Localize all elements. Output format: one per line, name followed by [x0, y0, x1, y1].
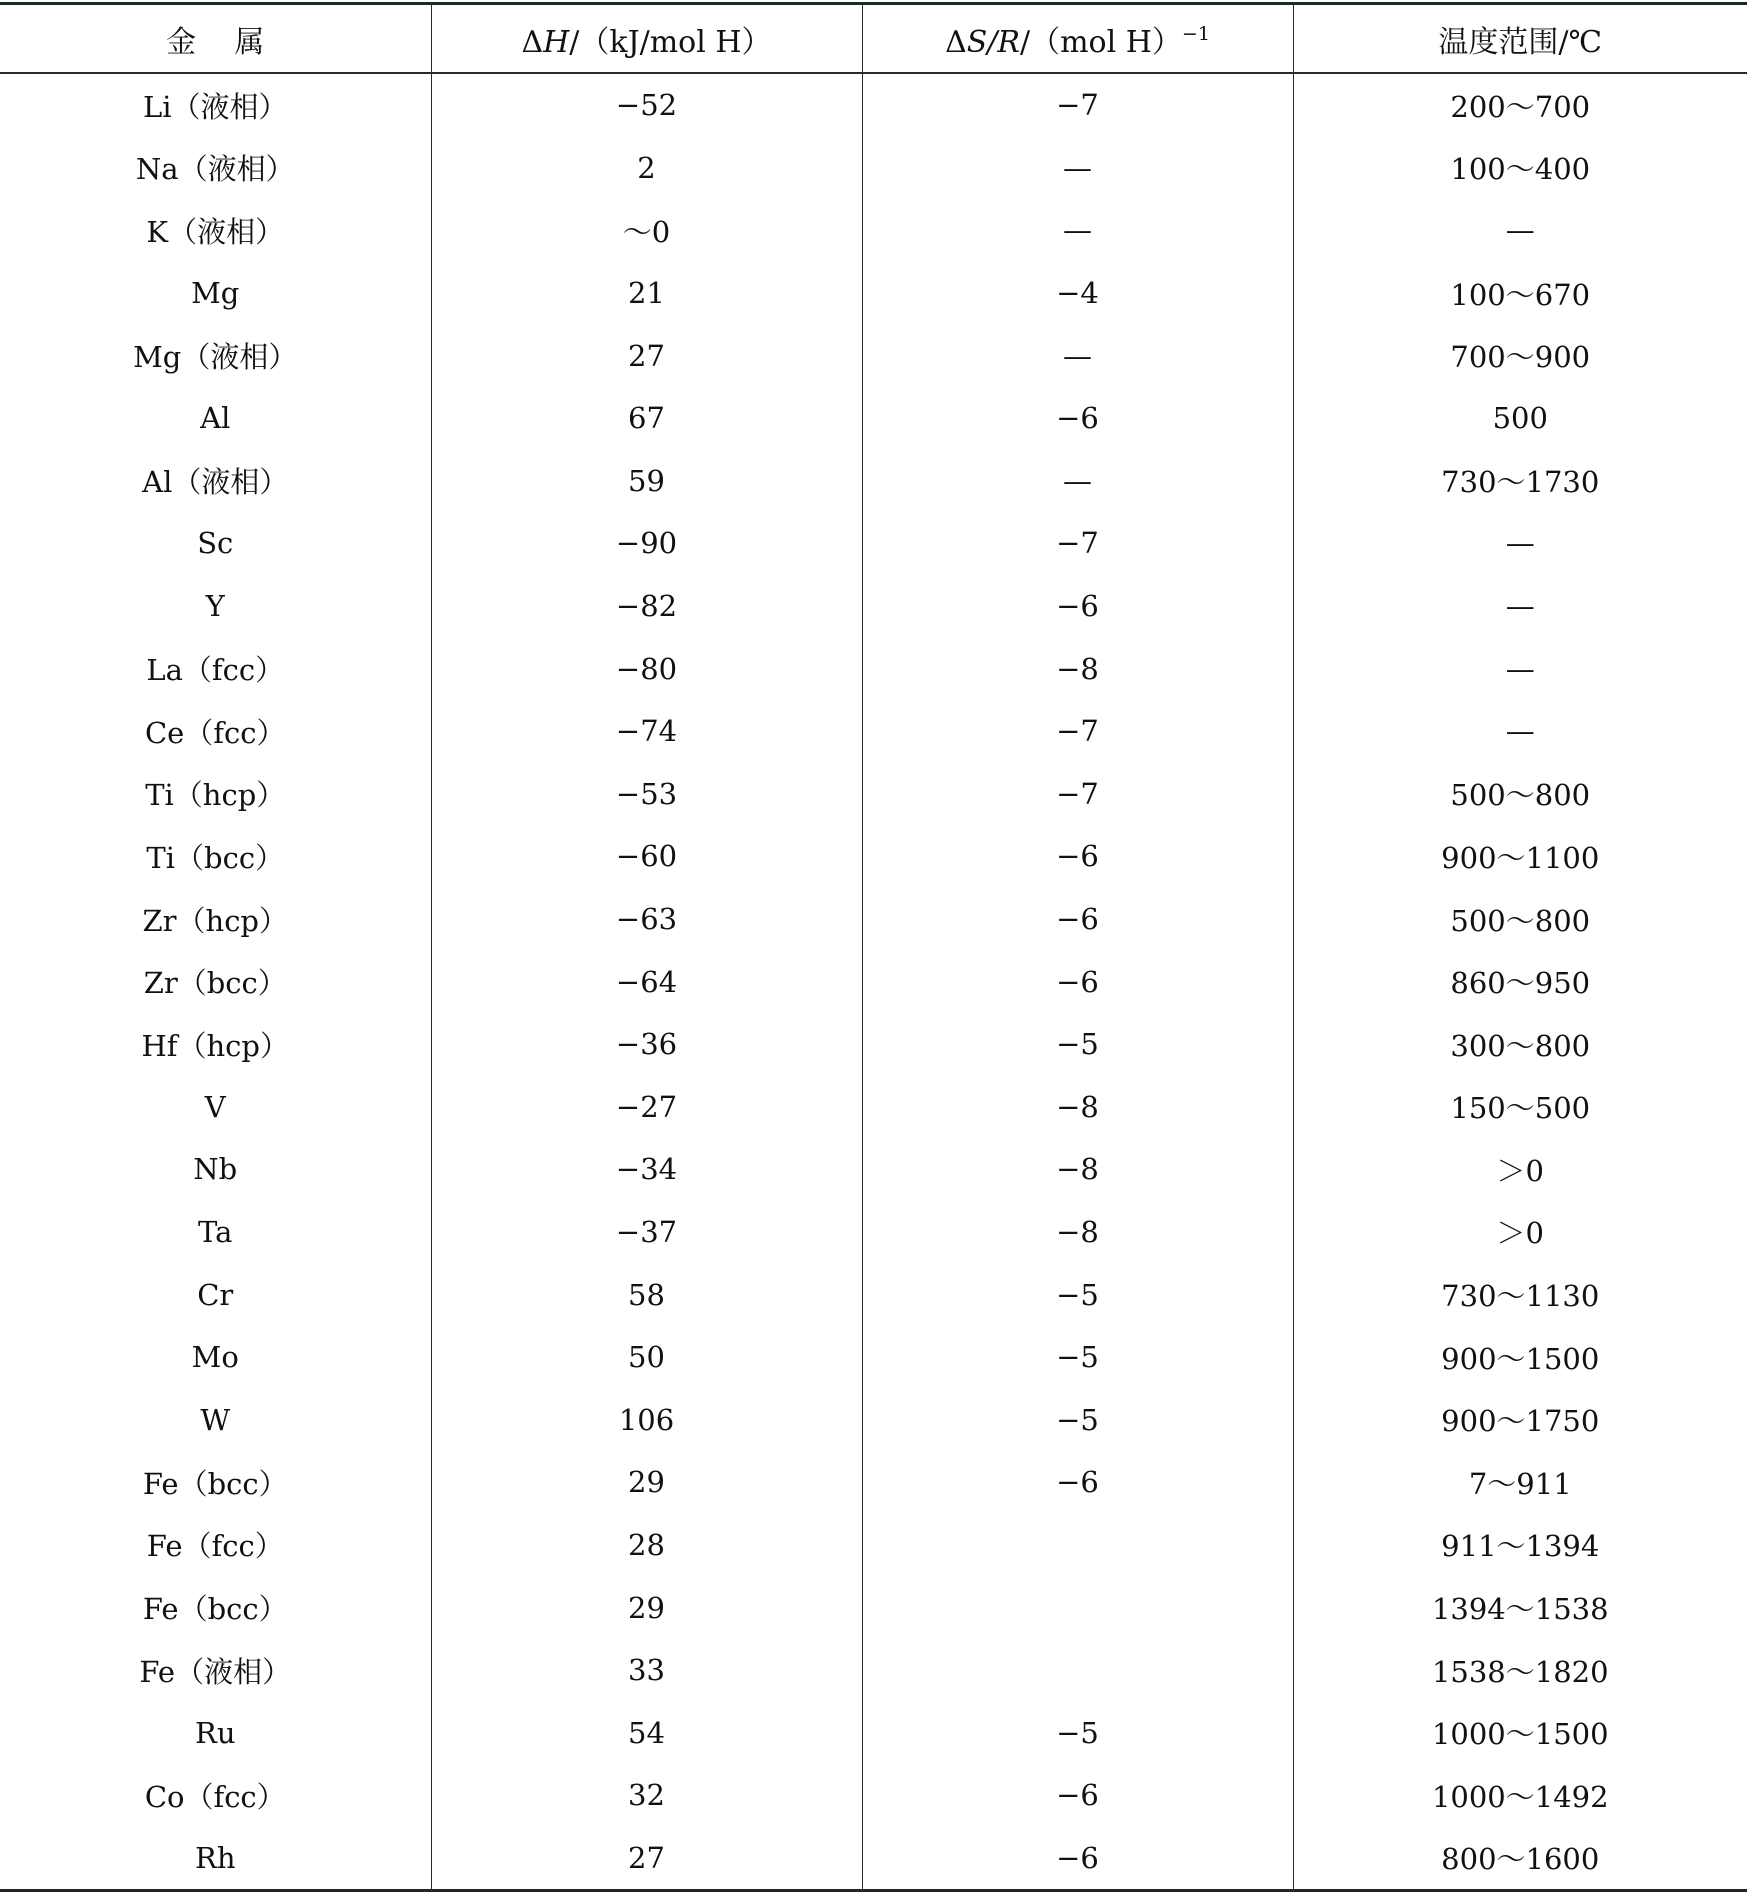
header-entropy-exponent: −1: [1181, 22, 1210, 45]
cell-enthalpy: 50: [431, 1326, 862, 1389]
header-entropy-unit: /（mol H）: [1019, 24, 1182, 60]
cell-enthalpy: −63: [431, 888, 862, 951]
cell-entropy: −8: [862, 1138, 1293, 1201]
cell-metal: Fe（液相）: [139, 1654, 292, 1689]
table-row: [0, 1201, 1747, 1264]
cell-enthalpy: 21: [431, 262, 862, 325]
cell-entropy: —: [862, 199, 1293, 262]
table-row: [0, 512, 1747, 575]
header-entropy: [862, 4, 1293, 74]
table-row: [0, 137, 1747, 200]
cell-temperature-range: 900～1100: [1293, 825, 1747, 888]
cell-entropy: [862, 1576, 1293, 1639]
header-enthalpy-delta: Δ: [521, 24, 544, 60]
cell-entropy: −5: [862, 1013, 1293, 1076]
cell-enthalpy: 27: [431, 324, 862, 387]
cell-entropy: −7: [862, 73, 1293, 137]
table-row: [0, 387, 1747, 450]
cell-temperature-range: 7～911: [1293, 1451, 1747, 1514]
table-row: [0, 262, 1747, 325]
cell-temperature-range: 1394～1538: [1293, 1576, 1747, 1639]
cell-temperature-range: 1538～1820: [1293, 1639, 1747, 1702]
cell-enthalpy: 2: [431, 137, 862, 200]
header-enthalpy-symbol: H: [543, 24, 570, 60]
header-metal: [0, 4, 431, 74]
cell-temperature-range: 911～1394: [1293, 1514, 1747, 1577]
cell-temperature-range: 900～1500: [1293, 1326, 1747, 1389]
table-body: [0, 73, 1747, 1891]
cell-metal: Y: [205, 589, 225, 624]
cell-enthalpy: 106: [431, 1388, 862, 1451]
table-row: [0, 763, 1747, 826]
table-header-row: [0, 4, 1747, 74]
table-row: [0, 1076, 1747, 1139]
cell-metal: Ti（hcp）: [145, 778, 286, 813]
cell-entropy: −6: [862, 950, 1293, 1013]
table-row: [0, 1138, 1747, 1201]
cell-metal: Mg（液相）: [133, 340, 298, 375]
cell-entropy: −8: [862, 1201, 1293, 1264]
cell-enthalpy: −27: [431, 1076, 862, 1139]
cell-entropy: −6: [862, 1764, 1293, 1827]
cell-metal: Na（液相）: [135, 152, 295, 187]
cell-enthalpy: −53: [431, 763, 862, 826]
cell-enthalpy: −37: [431, 1201, 862, 1264]
cell-enthalpy: 29: [431, 1451, 862, 1514]
table-row: [0, 199, 1747, 262]
cell-metal: Fe（fcc）: [146, 1529, 284, 1564]
cell-metal: Cr: [197, 1277, 234, 1312]
header-temperature-label: 温度范围/℃: [1438, 24, 1603, 60]
cell-entropy: −6: [862, 387, 1293, 450]
table-row: [0, 1388, 1747, 1451]
cell-entropy: −7: [862, 700, 1293, 763]
cell-enthalpy: −90: [431, 512, 862, 575]
cell-metal: Ta: [198, 1214, 233, 1249]
cell-enthalpy: 29: [431, 1576, 862, 1639]
table-row: [0, 888, 1747, 951]
cell-entropy: −6: [862, 888, 1293, 951]
cell-metal: Zr（bcc）: [143, 966, 287, 1001]
cell-metal: Hf（hcp）: [141, 1028, 289, 1063]
table-row: [0, 1701, 1747, 1764]
cell-metal: Fe（bcc）: [142, 1466, 288, 1501]
cell-metal: Sc: [197, 526, 234, 561]
cell-temperature-range: —: [1293, 637, 1747, 700]
cell-temperature-range: 150～500: [1293, 1076, 1747, 1139]
cell-temperature-range: 500: [1293, 387, 1747, 450]
cell-enthalpy: ～0: [431, 199, 862, 262]
cell-enthalpy: 58: [431, 1263, 862, 1326]
cell-temperature-range: 100～400: [1293, 137, 1747, 200]
cell-entropy: —: [862, 450, 1293, 513]
cell-temperature-range: 800～1600: [1293, 1827, 1747, 1891]
cell-temperature-range: 900～1750: [1293, 1388, 1747, 1451]
cell-entropy: [862, 1514, 1293, 1577]
cell-metal: Mo: [191, 1340, 239, 1375]
cell-enthalpy: −36: [431, 1013, 862, 1076]
table-row: [0, 73, 1747, 137]
cell-temperature-range: 500～800: [1293, 763, 1747, 826]
cell-entropy: [862, 1639, 1293, 1702]
cell-metal: Co（fcc）: [144, 1779, 286, 1814]
table-row: [0, 324, 1747, 387]
hydrogen-solution-table: [0, 2, 1747, 1892]
cell-temperature-range: 300～800: [1293, 1013, 1747, 1076]
table-row: [0, 1827, 1747, 1891]
cell-enthalpy: 54: [431, 1701, 862, 1764]
header-enthalpy: [431, 4, 862, 74]
cell-enthalpy: −82: [431, 575, 862, 638]
cell-enthalpy: 33: [431, 1639, 862, 1702]
cell-metal: W: [200, 1402, 231, 1437]
table-row: [0, 450, 1747, 513]
cell-enthalpy: −80: [431, 637, 862, 700]
cell-temperature-range: 730～1730: [1293, 450, 1747, 513]
table-row: [0, 1764, 1747, 1827]
cell-temperature-range: 1000～1500: [1293, 1701, 1747, 1764]
cell-temperature-range: ＞0: [1293, 1201, 1747, 1264]
cell-metal: Zr（hcp）: [142, 903, 288, 938]
cell-entropy: −5: [862, 1701, 1293, 1764]
cell-temperature-range: —: [1293, 512, 1747, 575]
cell-metal: Al: [200, 401, 231, 436]
cell-enthalpy: 28: [431, 1514, 862, 1577]
cell-temperature-range: 860～950: [1293, 950, 1747, 1013]
cell-entropy: —: [862, 137, 1293, 200]
cell-entropy: —: [862, 324, 1293, 387]
header-entropy-symbol: S/R: [966, 24, 1020, 60]
cell-enthalpy: −52: [431, 73, 862, 137]
cell-entropy: −7: [862, 512, 1293, 575]
table-row: [0, 1639, 1747, 1702]
table-row: [0, 1451, 1747, 1514]
cell-metal: Ru: [194, 1715, 236, 1750]
cell-metal: Rh: [194, 1840, 236, 1875]
header-metal-label: 金 属: [166, 24, 265, 60]
cell-entropy: −5: [862, 1388, 1293, 1451]
cell-enthalpy: 32: [431, 1764, 862, 1827]
cell-temperature-range: —: [1293, 700, 1747, 763]
header-entropy-delta: Δ: [945, 24, 967, 60]
cell-temperature-range: 1000～1492: [1293, 1764, 1747, 1827]
table-row: [0, 950, 1747, 1013]
table-row: [0, 575, 1747, 638]
table-row: [0, 1326, 1747, 1389]
cell-enthalpy: −34: [431, 1138, 862, 1201]
table-row: [0, 1013, 1747, 1076]
cell-entropy: −6: [862, 1827, 1293, 1891]
cell-metal: Mg: [191, 276, 240, 311]
cell-metal: Nb: [193, 1152, 238, 1187]
cell-metal: K（液相）: [146, 214, 285, 249]
cell-temperature-range: 730～1130: [1293, 1263, 1747, 1326]
cell-enthalpy: −64: [431, 950, 862, 1013]
header-temperature-range: [1293, 4, 1747, 74]
cell-entropy: −6: [862, 575, 1293, 638]
cell-metal: Fe（bcc）: [142, 1592, 288, 1627]
table-row: [0, 1263, 1747, 1326]
cell-enthalpy: 59: [431, 450, 862, 513]
cell-entropy: −5: [862, 1326, 1293, 1389]
cell-entropy: −6: [862, 825, 1293, 888]
cell-metal: Li（液相）: [142, 89, 288, 124]
table-row: [0, 825, 1747, 888]
cell-temperature-range: 500～800: [1293, 888, 1747, 951]
cell-enthalpy: 67: [431, 387, 862, 450]
cell-metal: Al（液相）: [142, 465, 289, 500]
cell-temperature-range: ＞0: [1293, 1138, 1747, 1201]
cell-temperature-range: 700～900: [1293, 324, 1747, 387]
cell-metal: V: [204, 1089, 226, 1124]
cell-temperature-range: —: [1293, 575, 1747, 638]
cell-metal: Ti（bcc）: [146, 840, 285, 875]
cell-entropy: −8: [862, 1076, 1293, 1139]
cell-entropy: −8: [862, 637, 1293, 700]
table-row: [0, 1514, 1747, 1577]
cell-entropy: −4: [862, 262, 1293, 325]
table-row: [0, 637, 1747, 700]
table-row: [0, 700, 1747, 763]
cell-temperature-range: —: [1293, 199, 1747, 262]
cell-metal: La（fcc）: [146, 653, 285, 688]
cell-entropy: −7: [862, 763, 1293, 826]
cell-metal: Ce（fcc）: [144, 715, 286, 750]
table-row: [0, 1576, 1747, 1639]
cell-entropy: −5: [862, 1263, 1293, 1326]
cell-temperature-range: 200～700: [1293, 73, 1747, 137]
cell-enthalpy: −60: [431, 825, 862, 888]
cell-enthalpy: 27: [431, 1827, 862, 1891]
cell-temperature-range: 100～670: [1293, 262, 1747, 325]
cell-enthalpy: −74: [431, 700, 862, 763]
header-enthalpy-unit: /（kJ/mol H）: [569, 24, 772, 60]
cell-entropy: −6: [862, 1451, 1293, 1514]
